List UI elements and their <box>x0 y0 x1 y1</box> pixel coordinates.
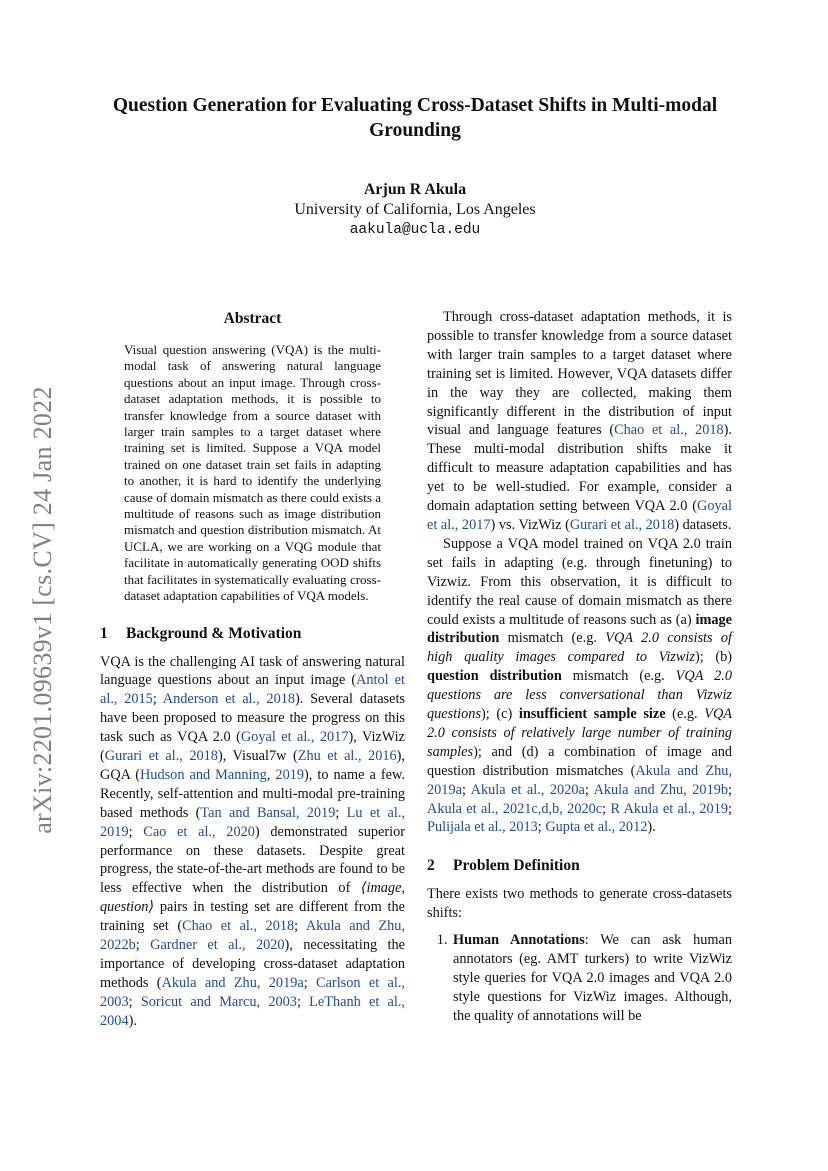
citation-link[interactable]: Pulijala et al., 2013 <box>427 819 538 836</box>
text-run: ) datasets. <box>674 516 732 533</box>
text-run: ; <box>128 993 141 1010</box>
text-run: ). <box>647 819 656 836</box>
section-1-title: Background & Motivation <box>126 624 302 642</box>
text-run: ; <box>335 804 347 821</box>
text-run: ); and (d) a combination of image and question distribution mismatches ( <box>427 743 732 779</box>
section-2-number: 2 <box>427 857 435 875</box>
text-run: ) vs. VizWiz ( <box>490 516 570 533</box>
section-1-number: 1 <box>100 624 108 642</box>
text-run: VQA is the challenging AI task of answering natural language questions about an input image ( <box>100 653 405 689</box>
citation-link[interactable]: Soricut and Marcu, 2003 <box>140 993 297 1010</box>
section-2-paragraph: There exists two methods to generate cross-datasets shifts: <box>427 886 732 922</box>
text-run: ; <box>128 823 144 840</box>
citation-link[interactable]: Tan and Bansal, 2019 <box>200 804 336 821</box>
list-item <box>451 931 732 1026</box>
math-expression: ⟨image, question⟩ <box>100 880 405 916</box>
bold-term: question distribution <box>427 668 562 685</box>
text-run: ; <box>461 781 471 798</box>
text-run: ), GQA ( <box>100 748 405 783</box>
text-run: ; <box>602 800 611 817</box>
left-column <box>100 308 405 1031</box>
bold-term: image distribution <box>427 611 732 647</box>
text-run: mismatch (e.g. <box>499 630 606 647</box>
citation-link[interactable]: Gurari et al., 2018 <box>104 748 218 765</box>
citation-link[interactable]: LeThanh et al., 2004 <box>100 993 406 1029</box>
citation-link[interactable]: 2019 <box>275 766 305 783</box>
bold-term: insufficient sample size <box>518 706 666 723</box>
citation-link[interactable]: Gupta et al., 2012 <box>545 819 648 836</box>
citation-link[interactable]: Akula and Zhu, 2019a <box>161 974 304 991</box>
italic-example: VQA 2.0 questions are less conversational than Vizwiz questions <box>427 668 732 723</box>
citation-link[interactable]: Cao et al., 2020 <box>143 823 255 840</box>
citation-link[interactable]: Gurari et al., 2018 <box>569 516 675 533</box>
abstract-text: Visual question answering (VQA) is the multi-modal task of answering natural language questions about an input image. Through cross-dataset adaptation methods, it is possible to transfer knowledge from a source dataset with larger train samples to a target dataset where training set is limited. Suppose a VQA model trained on one dataset train set fails in adapting to another, it is hard to identify the underlying cause of domain mismatch as there could exists a multitude of reasons such as image distribution mismatch and question distribution mismatch. At UCLA, we are working on a VQG module that facilitate in automatically generating OOD shifts that facilitates in systematically evaluating cross-dataset adaptation capabilities of VQA models. <box>124 342 381 604</box>
text-run: , <box>266 766 276 783</box>
paper-title: Question Generation for Evaluating Cross-Dataset Shifts in Multi-modal Grounding <box>112 95 718 141</box>
text-run: ; <box>152 691 163 708</box>
citation-link[interactable]: Akula and Zhu, 2022b <box>100 918 406 954</box>
author-affiliation: University of California, Los Angeles <box>294 201 536 218</box>
right-paragraph-1 <box>427 308 732 535</box>
citation-link[interactable]: Antol et al., 2015 <box>100 672 405 708</box>
text-run: ; <box>135 937 151 954</box>
author-email: aakula@ucla.edu <box>349 222 481 238</box>
citation-link[interactable]: Goyal et al., 2017 <box>427 498 732 533</box>
text-run: ) demonstrated superior performance on these datasets. Despite great progress, the state-of-the-art methods are found to be less effective when the distribution of <box>100 823 405 897</box>
text-run: ), Visual7w ( <box>217 748 298 765</box>
text-run: ; <box>537 819 546 836</box>
italic-example: VQA 2.0 consists of high quality images compared to Vizwiz <box>427 630 732 666</box>
citation-link[interactable]: Akula et al., 2020a <box>470 781 585 798</box>
text-run: ), to name a few. Recently, self-attention and multi-modal pre-training based methods ( <box>100 766 405 821</box>
text-run: pairs in testing set are different from the training set ( <box>100 899 405 935</box>
section-1-heading <box>100 624 405 644</box>
author-block <box>95 180 735 240</box>
citation-link[interactable]: Akula et al., 2021c,d,b, 2020c <box>427 800 603 817</box>
text-run: mismatch (e.g. <box>561 668 676 685</box>
text-run: ; <box>294 918 306 935</box>
text-run: ; <box>303 974 317 991</box>
text-run: ; <box>296 993 310 1010</box>
arxiv-identifier-stamp <box>18 370 68 850</box>
text-run: ); (c) <box>481 706 519 723</box>
text-run: ), VizWiz ( <box>100 729 405 765</box>
text-run: ). <box>128 1012 137 1029</box>
abstract-heading: Abstract <box>223 310 282 327</box>
methods-list <box>427 931 732 1026</box>
right-column <box>427 308 732 1026</box>
section-1-paragraph <box>100 653 405 1031</box>
citation-link[interactable]: Akula and Zhu, 2019a <box>427 762 732 798</box>
text-run: (e.g. <box>665 706 705 723</box>
arxiv-id-text: arXiv:2201.09639v1 [cs.CV] 24 Jan 2022 <box>28 386 58 834</box>
author-name: Arjun R Akula <box>363 181 467 198</box>
citation-link[interactable]: Hudson and Manning <box>139 766 267 783</box>
citation-link[interactable]: Zhu et al., 2016 <box>297 748 397 765</box>
text-run: Through cross-dataset adaptation methods, it is possible to transfer knowledge from a source dataset with larger train samples to a target dataset where training set is limited. However, VQA datasets differ in the way they are collected, making them significantly different in the distribution of input visual and language features ( <box>427 309 732 439</box>
citation-link[interactable]: Lu et al., 2019 <box>100 804 405 840</box>
section-2-heading <box>427 856 732 876</box>
citation-link[interactable]: Chao et al., 2018 <box>182 918 295 935</box>
citation-link[interactable]: Goyal et al., 2017 <box>240 729 349 746</box>
text-run: ; <box>728 800 732 817</box>
text-run: ; <box>584 781 594 798</box>
citation-link[interactable]: R Akula et al., 2019 <box>610 800 729 817</box>
section-2-title: Problem Definition <box>453 857 580 875</box>
text-run: ); (b) <box>694 649 732 666</box>
text-run: Suppose a VQA model trained on VQA 2.0 train set fails in adapting (e.g. through finetuning) to Vizwiz. From this observation, it is difficult to identify the real cause of domain mismatch as there could exists a multitude of reasons such as (a) <box>427 535 732 628</box>
citation-link[interactable]: Anderson et al., 2018 <box>162 691 296 708</box>
list-item-term: Human Annotations <box>453 932 585 949</box>
text-run: ). These multi-modal distribution shifts make it difficult to measure adaptation capabilities and has yet to be well-studied. For example, consider a domain adaptation setting between VQA 2.0 ( <box>427 422 733 515</box>
right-paragraph-2 <box>427 535 732 838</box>
citation-link[interactable]: Akula and Zhu, 2019b <box>593 781 729 798</box>
italic-example: VQA 2.0 consists of relatively large number of training samples <box>427 706 733 760</box>
text-run: ), necessitating the importance of developing cross-dataset adaptation methods ( <box>100 937 405 991</box>
list-item-text: : We can ask human annotators (eg. AMT turkers) to write VizWiz style queries for VQA 2.0 images and VQA 2.0 style questions for VizWiz images. Although, the quality of annotations will be <box>453 932 732 1024</box>
citation-link[interactable]: Carlson et al., 2003 <box>100 974 405 1010</box>
text-run: ). Several datasets have been proposed to measure the progress on this task such as VQA 2.0 ( <box>100 691 405 746</box>
text-run: ; <box>728 781 733 798</box>
citation-link[interactable]: Gardner et al., 2020 <box>150 937 285 954</box>
citation-link[interactable]: Chao et al., 2018 <box>614 422 724 439</box>
